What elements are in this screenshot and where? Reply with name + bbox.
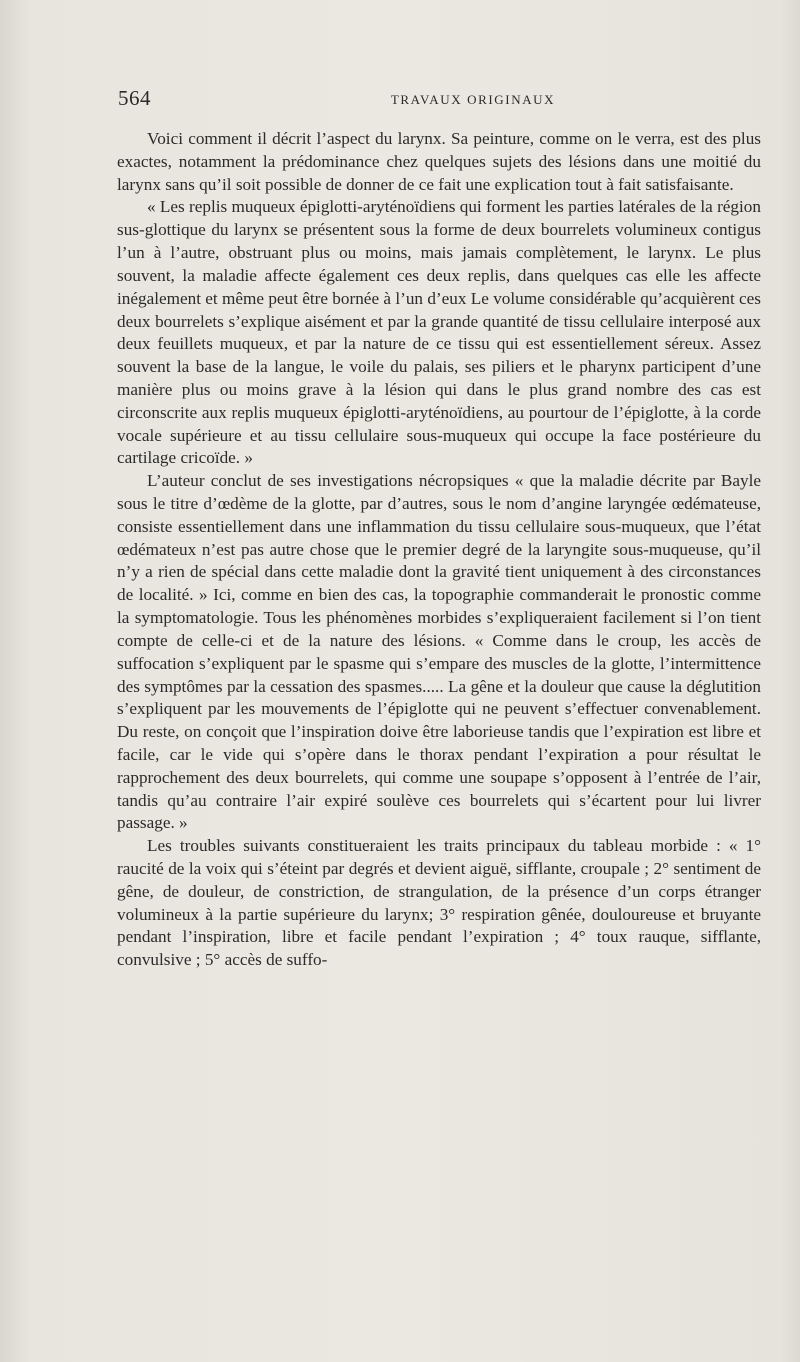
body-text — [117, 128, 761, 972]
paragraph-1: Voici comment il décrit l’aspect du larynx. Sa peinture, comme on le verra, est des plus exactes, notamment la prédominance chez quelques sujets des lésions dans une moitié du larynx sans qu’il soit possible de donner de ce fait une explication tout à fait satisfaisante. — [117, 129, 761, 194]
paragraph-2: « Les replis muqueux épiglotti-aryténoïdiens qui forment les parties latérales de la région sus-glottique du larynx se présentent sous la forme de deux bourrelets volumineux contigus l’un à l’autre, obstruant plus ou moins, mais jamais complètement, le larynx. Le plus souvent, la maladie affecte également ces deux replis, dans quelques cas elle les affecte inégalement et même peut être bornée à l’un d’eux Le volume considérable qu’acquièrent ces deux bourrelets s’explique aisément et par la grande quantité de tissu cellulaire interposé aux deux feuillets muqueux, et par la nature de ce tissu qui est essentiellement séreux. Assez souvent la base de la langue, le voile du palais, ses piliers et le pharynx participent d’une manière plus ou moins grave à la lésion qui dans le plus grand nombre des cas est circonscrite aux replis muqueux épiglotti-aryténoïdiens, au pourtour de l’épiglotte, à la corde vocale supérieure et au tissu cellulaire sous-muqueux qui occupe la face postérieure du cartilage cricoïde. » — [117, 197, 761, 468]
paragraph-4: Les troubles suivants constitueraient les traits principaux du tableau morbide : « 1° raucité de la voix qui s’éteint par degrés et devient aiguë, sifflante, croupale ; 2° sentiment de gêne, de douleur, de constriction, de strangulation, de la présence d’un corps étranger volumineux à la partie supérieure du larynx; 3° respiration gênée, douloureuse et bruyante pendant l’inspiration, libre et facile pendant l’expiration ; 4° toux rauque, sifflante, convulsive ; 5° accès de suffo- — [117, 836, 761, 970]
page-header — [118, 86, 758, 116]
running-head: TRAVAUX ORIGINAUX — [390, 92, 556, 107]
page-number: 564 — [118, 86, 151, 110]
paragraph-3: L’auteur conclut de ses investigations nécropsiques « que la maladie décrite par Bayle sous le titre d’œdème de la glotte, par d’autres, sous le nom d’angine laryngée œdémateuse, consiste essentiellement dans une inflammation du tissu cellulaire sous-muqueux, que l’état œdémateux n’est pas autre chose que le premier degré de la laryngite sous-muqueuse, qu’il n’y a rien de spécial dans cette maladie dont la gravité tient uniquement à des circonstances de localité. » Ici, comme en bien des cas, la topographie commanderait le pronostic comme la symptomatologie. Tous les phénomènes morbides s’expliqueraient facilement si l’on tient compte de celle-ci et de la nature des lésions. « Comme dans le croup, les accès de suffocation s’expliquent par le spasme qui s’empare des muscles de la glotte, l’intermittence des symptômes par la cessation des spasmes..... La gêne et la douleur que cause la déglutition s’expliquent par les mouvements de l’épiglotte qui ne peuvent s’effectuer convenablement. Du reste, on conçoit que l’inspiration doive être laborieuse tandis que l’expiration est libre et facile, car le vide qui s’opère dans le thorax pendant l’expiration a pour résultat le rapprochement des deux bourrelets, qui comme une soupape s’opposent à l’entrée de l’air, tandis qu’au contraire l’air expiré soulève ces bourrelets qui s’écartent pour lui livrer passage. » — [117, 471, 761, 833]
